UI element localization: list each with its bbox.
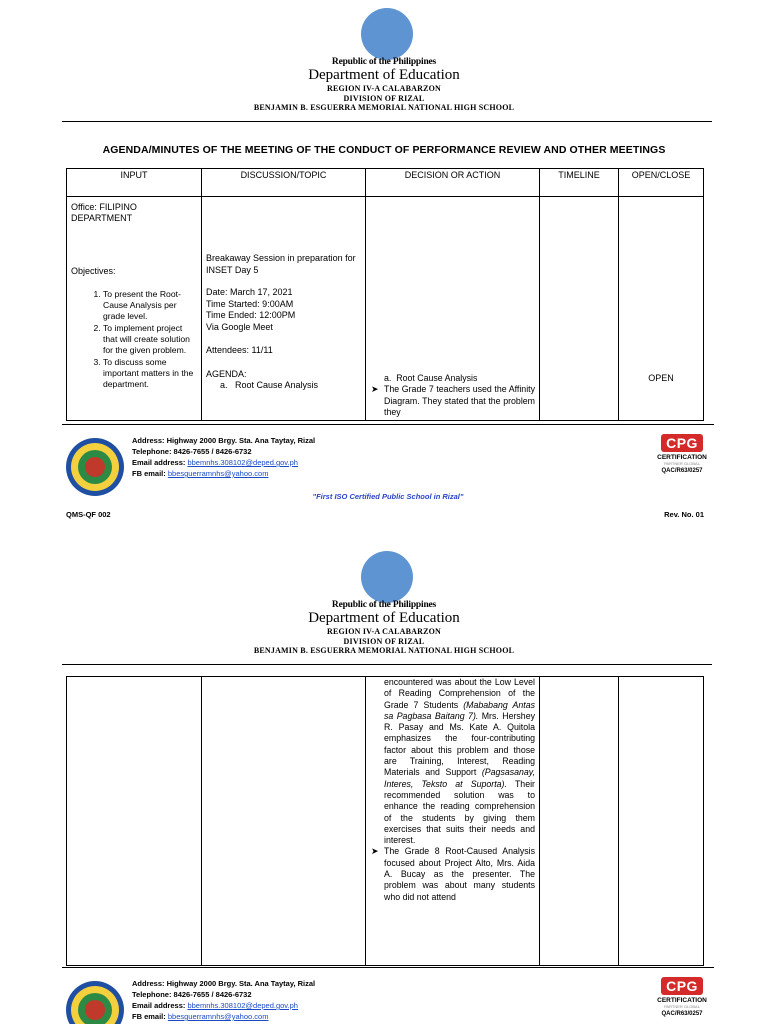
email-label: Email address:: [132, 458, 186, 467]
slogan-text: "First ISO Certified Public School in Rizal": [312, 492, 464, 501]
input-cell: [67, 677, 202, 966]
list-item: 2. To implement project that will create solution for the given problem.: [103, 323, 197, 357]
col-header-status: OPEN/CLOSE: [619, 169, 704, 197]
col-header-input: INPUT: [67, 169, 202, 197]
decision-cell: [366, 197, 540, 421]
objectives-list: [71, 289, 197, 391]
division-text: DIVISION OF RIZAL: [343, 93, 425, 103]
contact-info: [132, 978, 315, 1022]
decision-item: a. Root Cause Analysis: [384, 373, 478, 383]
footer-rule: [62, 424, 714, 425]
address-text: Address: Highway 2000 Brgy. Sta. Ana Taytay, Rizal: [132, 979, 316, 988]
deped-seal-icon: [361, 8, 413, 60]
email-link[interactable]: bbemnhs.308102@deped.gov.ph: [187, 1001, 298, 1010]
fb-label: FB email:: [132, 469, 166, 478]
school-text: BENJAMIN B. ESGUERRA MEMORIAL NATIONAL HIGH SCHOOL: [253, 103, 515, 112]
objectives-label: Objectives:: [71, 265, 116, 276]
status-text: OPEN: [648, 373, 674, 383]
document-title: AGENDA/MINUTES OF THE MEETING OF THE CONDUCT OF PERFORMANCE REVIEW AND OTHER MEETINGS: [102, 144, 666, 156]
table-row: [67, 197, 704, 421]
letterhead: [0, 600, 768, 656]
email-label: Email address:: [132, 1001, 186, 1010]
cpg-mark: CPG: [661, 434, 703, 452]
col-header-decision: DECISION OR ACTION: [366, 169, 540, 197]
decision-item-text: Root Cause Analysis: [396, 373, 478, 383]
col-header-timeline: TIMELINE: [540, 169, 619, 197]
date-text: Date: March 17, 2021: [206, 287, 293, 297]
letterhead: [0, 57, 768, 113]
time-ended-text: Time Ended: 12:00PM: [206, 310, 296, 320]
contact-info: [132, 435, 315, 479]
arrow-bullet-icon: ➤: [371, 384, 379, 395]
decision-cell: [366, 677, 540, 966]
grade7-bullet: ➤ The Grade 7 teachers used the Affinity Diagram. They stated that the problem they: [371, 384, 535, 417]
cpg-certification-logo: [650, 434, 714, 474]
time-started-text: Time Started: 9:00AM: [206, 298, 294, 309]
timeline-cell: [540, 677, 619, 966]
qac-text: QAC/R63/0257: [661, 1011, 703, 1017]
qac-text: QAC/R63/0257: [661, 468, 703, 474]
timeline-cell: [540, 197, 619, 421]
agenda-label: AGENDA:: [206, 368, 247, 379]
cpg-mark: CPG: [661, 977, 703, 995]
qms-code: QMS-QF 002: [66, 510, 111, 519]
agenda-item-text: Root Cause Analysis: [235, 380, 319, 390]
division-text: DIVISION OF RIZAL: [343, 636, 425, 646]
grade8-bullet: ➤ The Grade 8 Root-Caused Analysis focused about Project Alto, Mrs. Aida A. Bucay as the presenter. The problem was about many students who did not attend: [371, 846, 535, 902]
school-logo-icon: [66, 981, 124, 1024]
page-footer: [62, 967, 714, 1024]
revision-number: Rev. No. 01: [664, 510, 704, 519]
status-cell: [619, 677, 704, 966]
status-cell: [619, 197, 704, 421]
minutes-table-continued: [66, 676, 704, 966]
region-text: REGION IV-A CALABARZON: [326, 627, 442, 636]
cpg-cert-text: CERTIFICATION: [657, 454, 707, 461]
header-rule: [62, 664, 712, 665]
region-text: REGION IV-A CALABARZON: [326, 84, 442, 93]
table-row: [67, 677, 704, 966]
topic-cell: [202, 197, 366, 421]
office-text: Office: FILIPINO DEPARTMENT: [71, 202, 137, 224]
page-footer: [62, 424, 714, 524]
cpg-partner-text: PARTNER GLOBAL: [664, 1004, 700, 1009]
deped-seal-icon: [361, 551, 413, 603]
republic-text: Republic of the Philippines: [331, 57, 437, 67]
agenda-item: a. Root Cause Analysis: [220, 380, 319, 390]
col-header-topic: DISCUSSION/TOPIC: [202, 169, 366, 197]
session-text: Breakaway Session in preparation for INSET Day 5: [206, 253, 356, 275]
page-2: [0, 543, 768, 1024]
arrow-bullet-icon: ➤: [371, 846, 379, 857]
republic-text: Republic of the Philippines: [331, 600, 437, 610]
attendees-text: Attendees: 11/11: [206, 345, 273, 355]
email-link[interactable]: bbemnhs.308102@deped.gov.ph: [187, 458, 298, 467]
fb-link[interactable]: bbesguerramnhs@yahoo.com: [167, 1012, 269, 1021]
footer-rule: [62, 967, 714, 968]
grade7-continued: encountered was about the Low Level of Reading Comprehension of the Grade 7 Students (Mababang Antas sa Pagbasa Baitang 7). Mrs. Hershey R. Pasay and Ms. Kate A. Quitola emphasizes the four-contributing factor about this problem and those are Training, Interest, Reading Materials and Support (Pagsasanay, Interes, Teksto at Suporta). Their recommended solution was to enhance the reading comprehension of the students by giving them exercises that suits their needs and interest.: [384, 677, 535, 846]
list-item: 1. To present the Root-Cause Analysis per grade level.: [103, 289, 197, 323]
department-text: Department of Education: [308, 67, 460, 83]
topic-cell: [202, 677, 366, 966]
school-text: BENJAMIN B. ESGUERRA MEMORIAL NATIONAL HIGH SCHOOL: [253, 646, 515, 655]
cpg-certification-logo: [650, 977, 714, 1017]
address-text: Address: Highway 2000 Brgy. Sta. Ana Taytay, Rizal: [132, 436, 316, 445]
telephone-text: Telephone: 8426-7655 / 8426-6732: [132, 447, 252, 456]
telephone-text: Telephone: 8426-7655 / 8426-6732: [132, 990, 252, 999]
cpg-cert-text: CERTIFICATION: [657, 997, 707, 1004]
department-text: Department of Education: [308, 610, 460, 626]
list-item: 3. To discuss some important matters in the department.: [103, 357, 197, 391]
input-cell: [67, 197, 202, 421]
venue-text: Via Google Meet: [206, 321, 273, 332]
table-header-row: [67, 169, 704, 197]
fb-link[interactable]: bbesguerramnhs@yahoo.com: [167, 469, 269, 478]
header-rule: [62, 121, 712, 122]
school-logo-icon: [66, 438, 124, 496]
minutes-table: [66, 168, 704, 421]
fb-label: FB email:: [132, 1012, 166, 1021]
cpg-partner-text: PARTNER GLOBAL: [664, 461, 700, 466]
